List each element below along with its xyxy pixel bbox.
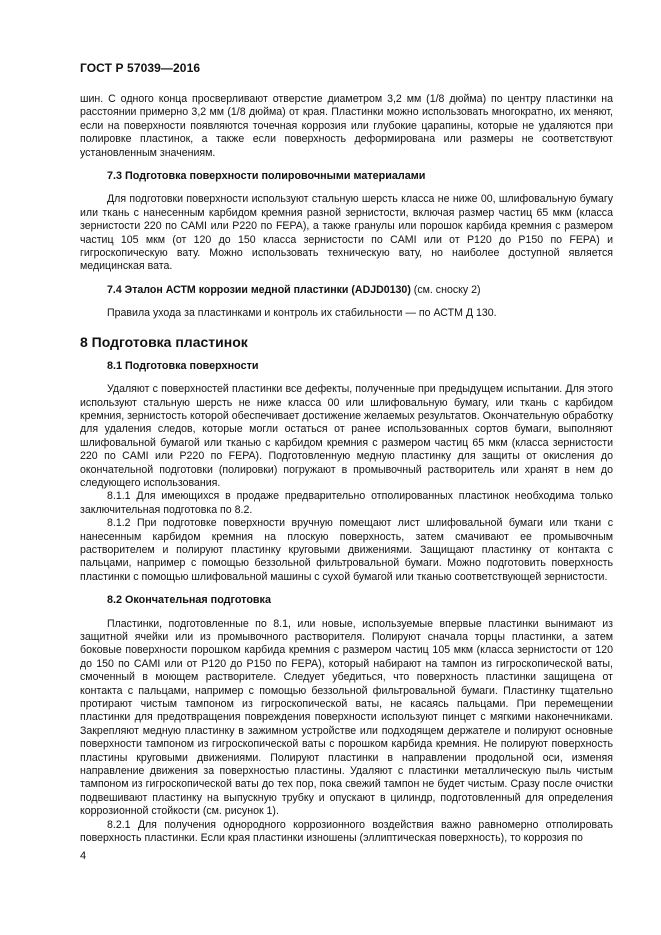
heading-7-4 xyxy=(80,284,613,297)
heading-8-1: 8.1 Подготовка поверхности xyxy=(107,359,259,372)
page-number: 4 xyxy=(80,850,87,862)
paragraph-intro: шин. С одного конца просверливают отверстие диаметром 3,2 мм (1/8 дюйма) по центру пластинки на расстоянии примерно 3,2 мм (1/8 дюйма) от края. Пластинки можно использовать многократно, их меняют, если на поверхности появляются точечная коррозия или глубокие царапины, которые не удаляются при полировке пластинок, а также если поверхность деформирована или размеры не соответствуют установленным значениям. xyxy=(80,93,613,159)
heading-7-4-note: (см. сноску 2) xyxy=(410,283,481,296)
paragraph-8-1: Удаляют с поверхностей пластинки все дефекты, полученные при предыдущем испытании. Для этого используют стальную шерсть не ниже класса 00 или шлифовальную бумагу, или ткань с карбидом кремния, зернистость которой обеспечивает достижение желаемых результатов. Окончательную обработку для удаления следов, которые могли остаться от ранее использованных сортов бумаги, выполняют шлифовальной бумагой или тканью с карбидом кремния с размером частиц 65 мкм (класса зернистости 220 по CAMI или P220 по FEPA). Подготовленную медную пластинку для защиты от окисления до окончательной подготовки (полировки) погружают в промывочный растворитель или хранят в нем до следующего использования. xyxy=(80,383,613,489)
document-header: ГОСТ Р 57039—2016 xyxy=(80,61,201,75)
paragraph-7-3: Для подготовки поверхности используют стальную шерсть класса не ниже 00, шлифовальную бумагу или ткань с нанесенным карбидом кремния разной зернистости, включая размер частиц 65 мкм (класса зернистости 220 по CAMI или P220 по FEPA), а также гранулы или порошок карбида кремния с размером частиц 105 мкм (от 120 до 150 класса зернистости по CAMI или от P120 до P150 по FEPA) и гигроскопическую вату. Можно использовать техническую вату, но наиболее доступной является медицинская вата. xyxy=(80,193,613,273)
paragraph-8-2: Пластинки, подготовленные по 8.1, или новые, используемые впервые пластинки вынимают из защитной ячейки или из промывочного растворителя. Полируют сначала торцы пластинки, а затем боковые поверхности порошком карбида кремния с размером частиц 105 мкм (класса зернистости от 120 до 150 по CAMI или от P120 до P150 по FEPA), который набирают на тампон из гигроскопической ваты, смоченный в моющем растворителе. Следует убедиться, что поверхность пластинки защищена от контакта с пальцами, например с помощью беззольной фильтровальной бумаги. Пластинку тщательно протирают чистым тампоном из гигроскопической ваты, не касаясь пальцами. При перемещении пластинки для предотвращения повреждения поверхности используют пинцет с мягкими наконечниками. Закрепляют медную пластинку в зажимном устройстве или подходящем держателе и полируют основные поверхности тампоном из гигроскопической ваты с порошком карбида кремния. Не полируют поверхность пластины круговыми движениями. Полируют пластинки в направлении продольной оси, изменяя направление движения за поверхностью пластины. Удаляют с пластинки металлическую пыль чистым тампоном из гигроскопической ваты до тех пор, пока свежий тампон не будет чистым. Сразу после очистки подвешивают пластинку на выпускную трубку и опускают в цилиндр, подготовленный для определения коррозионной стойкости (см. рисунок 1). xyxy=(80,617,613,818)
paragraph-8-1-1: 8.1.1 Для имеющихся в продаже предварительно отполированных пластинок необходима только заключительная подготовка по 8.2. xyxy=(80,490,613,516)
heading-7-4-title: 7.4 Эталон АСТМ коррозии медной пластинки (ADJD0130) xyxy=(107,283,411,296)
page-content xyxy=(80,93,613,846)
paragraph-8-1-2: 8.1.2 При подготовке поверхности вручную помещают лист шлифовальной бумаги или ткани с нанесенным карбидом кремния на плоскую поверхность, затем смачивают ее промывочным растворителем и полируют пластинку круговыми движениями. Защищают пластинку от контакта с пальцами, например с помощью беззольной фильтровальной бумаги. Можно подготовить поверхность пластинки с помощью шлифовальной машины с сухой бумагой или тканью соответствующей зернистости. xyxy=(80,517,613,583)
paragraph-7-4: Правила ухода за пластинками и контроль их стабильности — по АСТМ Д 130. xyxy=(107,307,497,320)
heading-8: 8 Подготовка пластинок xyxy=(80,333,248,350)
heading-8-2: 8.2 Окончательная подготовка xyxy=(107,594,271,607)
paragraph-8-2-1: 8.2.1 Для получения однородного коррозионного воздействия важно равномерно отполировать поверхность пластинки. Если края пластинки изношены (эллиптическая поверхность), то коррозия по xyxy=(80,818,613,845)
heading-7-3: 7.3 Подготовка поверхности полировочными материалами xyxy=(107,170,426,183)
